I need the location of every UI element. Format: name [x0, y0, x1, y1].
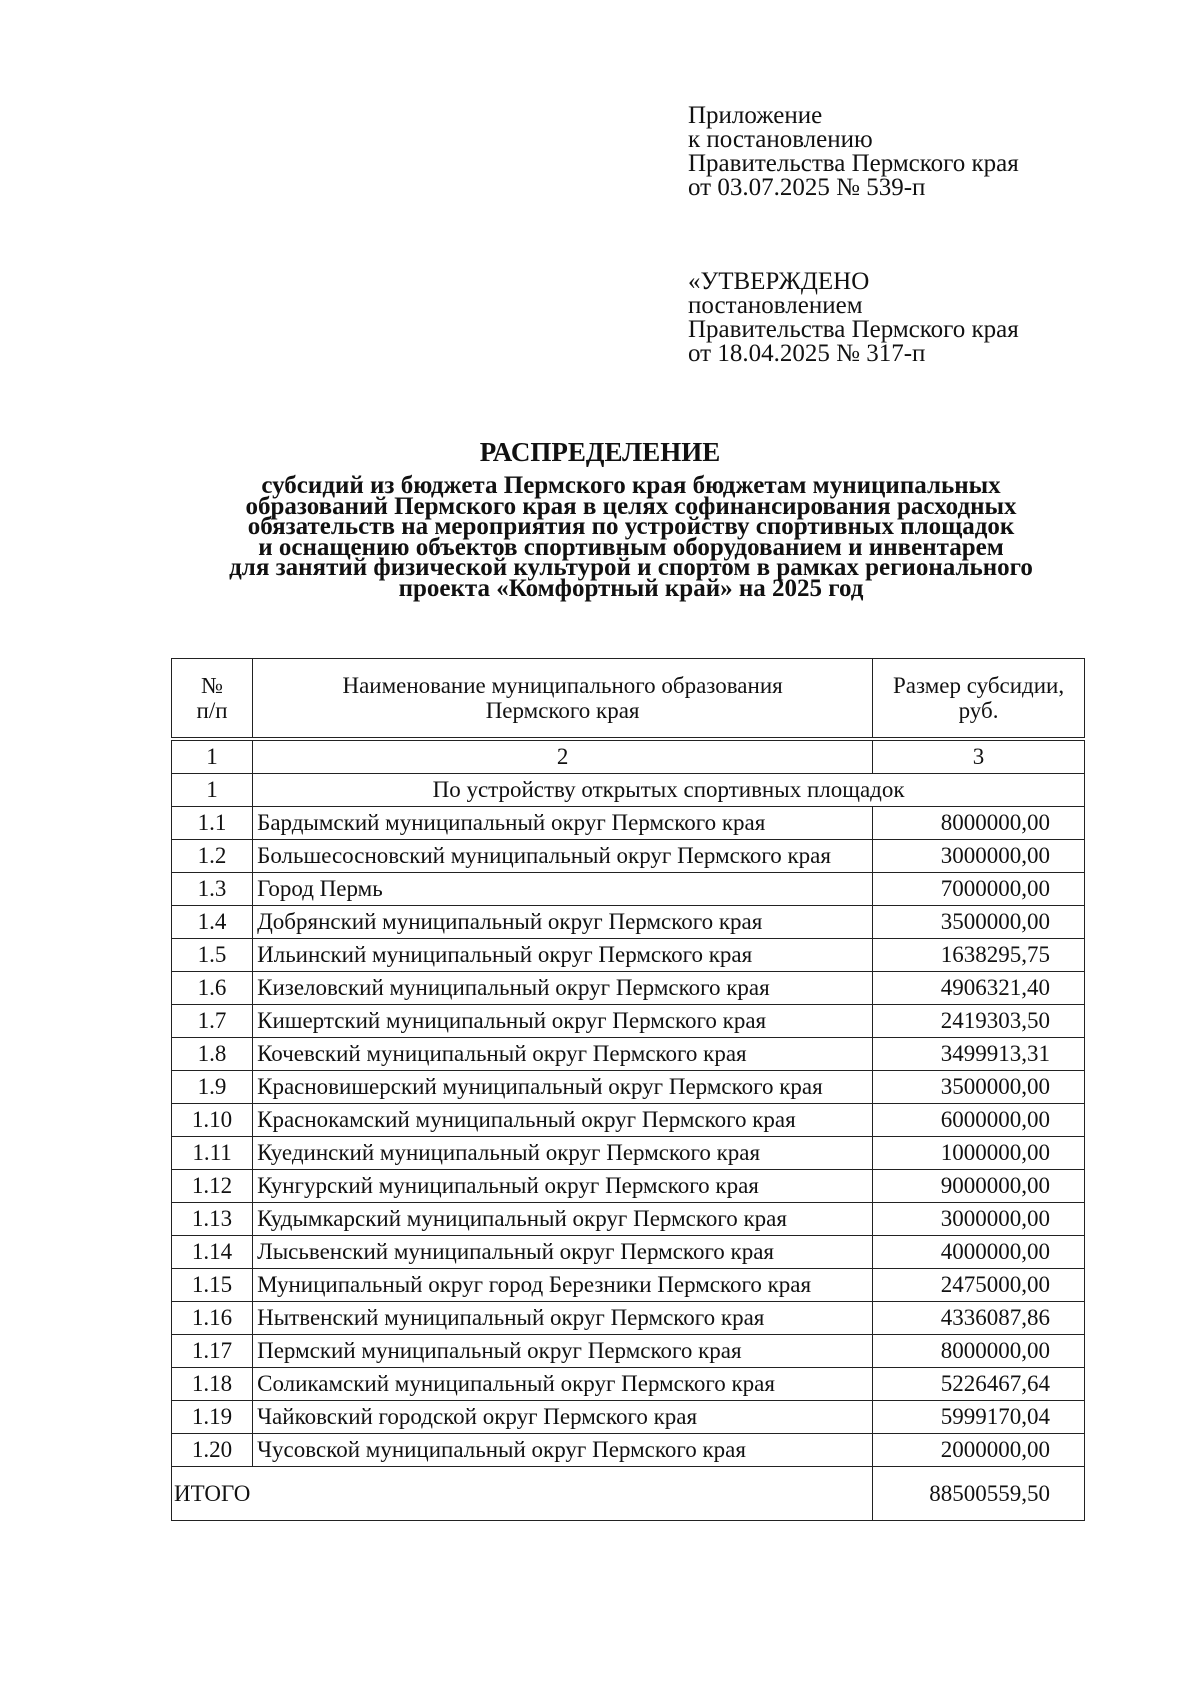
table-row	[172, 1104, 1085, 1137]
row-name-cell: Добрянский муниципальный округ Пермского края	[253, 906, 873, 939]
table-row	[172, 807, 1085, 840]
subtitle-line: образований Пермского края в целях софинансирования расходных	[245, 492, 1017, 520]
table-row	[172, 1434, 1085, 1467]
table-row	[172, 1335, 1085, 1368]
row-amount-cell: 6000000,00	[873, 1104, 1085, 1137]
header-cell-num	[172, 659, 253, 740]
row-name-cell: Кизеловский муниципальный округ Пермского края	[253, 972, 873, 1005]
subtitle-line: и оснащению объектов спортивным оборудованием и инвентарем	[258, 533, 1004, 561]
approval-stamp-header	[688, 270, 1168, 366]
header-cell-name	[253, 659, 873, 740]
row-num-cell: 1.7	[172, 1005, 253, 1038]
row-name-cell: Кудымкарский муниципальный округ Пермского края	[253, 1203, 873, 1236]
table-row	[172, 1170, 1085, 1203]
annex-line: Приложение	[688, 102, 823, 129]
row-name-cell: Город Пермь	[253, 873, 873, 906]
row-amount-cell: 7000000,00	[873, 873, 1085, 906]
row-num-cell: 1.4	[172, 906, 253, 939]
header-sum-line2: руб.	[958, 698, 999, 723]
annex-header	[688, 104, 1168, 200]
row-num-cell: 1.11	[172, 1137, 253, 1170]
document-title: РАСПРЕДЕЛЕНИЕ	[479, 437, 721, 467]
row-num-cell: 1.2	[172, 840, 253, 873]
row-num-cell: 1.9	[172, 1071, 253, 1104]
row-amount-cell: 4000000,00	[873, 1236, 1085, 1269]
row-amount-cell: 3499913,31	[873, 1038, 1085, 1071]
row-amount-cell: 2475000,00	[873, 1269, 1085, 1302]
column-number-row	[172, 739, 1085, 774]
section-title-cell: По устройству открытых спортивных площадок	[253, 774, 1085, 807]
header-name-line2: Пермского края	[485, 698, 640, 723]
row-amount-cell: 3000000,00	[873, 840, 1085, 873]
table-row	[172, 1368, 1085, 1401]
header-cell-sum	[873, 659, 1085, 740]
row-num-cell: 1.19	[172, 1401, 253, 1434]
row-name-cell: Лысьвенский муниципальный округ Пермского края	[253, 1236, 873, 1269]
annex-line: от 03.07.2025 № 539-п	[688, 174, 926, 201]
column-number-cell: 1	[172, 739, 253, 774]
row-num-cell: 1.13	[172, 1203, 253, 1236]
column-number-cell: 3	[873, 739, 1085, 774]
row-num-cell: 1.16	[172, 1302, 253, 1335]
row-name-cell: Куединский муниципальный округ Пермского края	[253, 1137, 873, 1170]
row-num-cell: 1.20	[172, 1434, 253, 1467]
subtitle-line: обязательств на мероприятия по устройству спортивных площадок	[247, 513, 1015, 540]
row-name-cell: Чусовской муниципальный округ Пермского края	[253, 1434, 873, 1467]
table-row	[172, 1203, 1085, 1236]
section-row	[172, 774, 1085, 807]
row-name-cell: Кунгурский муниципальный округ Пермского края	[253, 1170, 873, 1203]
subtitle-line: проекта «Комфортный край» на 2025 год	[398, 574, 864, 602]
row-num-cell: 1.15	[172, 1269, 253, 1302]
row-num-cell: 1.12	[172, 1170, 253, 1203]
table-row	[172, 1302, 1085, 1335]
row-amount-cell: 3500000,00	[873, 1071, 1085, 1104]
row-amount-cell: 8000000,00	[873, 807, 1085, 840]
row-num-cell: 1.14	[172, 1236, 253, 1269]
row-num-cell: 1.17	[172, 1335, 253, 1368]
table-row	[172, 1137, 1085, 1170]
subtitle-line: субсидий из бюджета Пермского края бюджетам муниципальных	[261, 472, 1001, 499]
annex-line: к постановлению	[688, 126, 873, 153]
table-row	[172, 1038, 1085, 1071]
header-num-line1: №	[201, 673, 224, 698]
row-name-cell: Ильинский муниципальный округ Пермского края	[253, 939, 873, 972]
row-amount-cell: 5226467,64	[873, 1368, 1085, 1401]
row-name-cell: Большесосновский муниципальный округ Пермского края	[253, 840, 873, 873]
row-name-cell: Красновишерский муниципальный округ Пермского края	[253, 1071, 873, 1104]
table-row	[172, 873, 1085, 906]
approved-line: «УТВЕРЖДЕНО	[688, 268, 870, 295]
row-amount-cell: 5999170,04	[873, 1401, 1085, 1434]
approved-line: от 18.04.2025 № 317-п	[688, 340, 926, 367]
row-num-cell: 1.5	[172, 939, 253, 972]
row-name-cell: Муниципальный округ город Березники Пермского края	[253, 1269, 873, 1302]
subtitle-line: для занятий физической культурой и спортом в рамках регионального	[229, 554, 1033, 581]
approved-line: постановлением	[688, 292, 863, 319]
approved-line: Правительства Пермского края	[688, 316, 1019, 343]
table-row	[172, 1236, 1085, 1269]
row-amount-cell: 4906321,40	[873, 972, 1085, 1005]
row-amount-cell: 9000000,00	[873, 1170, 1085, 1203]
row-num-cell: 1.10	[172, 1104, 253, 1137]
table-row	[172, 1401, 1085, 1434]
document-subtitle	[0, 472, 1200, 602]
table-row	[172, 840, 1085, 873]
total-label-cell: ИТОГО	[172, 1467, 873, 1521]
table-row	[172, 906, 1085, 939]
table-row	[172, 1269, 1085, 1302]
column-number-cell: 2	[253, 739, 873, 774]
row-amount-cell: 4336087,86	[873, 1302, 1085, 1335]
row-amount-cell: 8000000,00	[873, 1335, 1085, 1368]
row-num-cell: 1.6	[172, 972, 253, 1005]
row-name-cell: Соликамский муниципальный округ Пермского края	[253, 1368, 873, 1401]
row-name-cell: Нытвенский муниципальный округ Пермского края	[253, 1302, 873, 1335]
annex-line: Правительства Пермского края	[688, 150, 1019, 177]
row-amount-cell: 1638295,75	[873, 939, 1085, 972]
total-row	[172, 1467, 1085, 1521]
table-header-row	[172, 659, 1085, 740]
row-name-cell: Бардымский муниципальный округ Пермского края	[253, 807, 873, 840]
row-amount-cell: 2419303,50	[873, 1005, 1085, 1038]
table-row	[172, 939, 1085, 972]
header-sum-line1: Размер субсидии,	[892, 673, 1065, 698]
row-amount-cell: 2000000,00	[873, 1434, 1085, 1467]
row-name-cell: Краснокамский муниципальный округ Пермского края	[253, 1104, 873, 1137]
section-num-cell: 1	[172, 774, 253, 807]
row-num-cell: 1.8	[172, 1038, 253, 1071]
header-num-line2: п/п	[196, 698, 228, 723]
row-num-cell: 1.3	[172, 873, 253, 906]
subsidy-distribution-table	[171, 658, 1085, 1521]
row-amount-cell: 3500000,00	[873, 906, 1085, 939]
row-name-cell: Пермский муниципальный округ Пермского края	[253, 1335, 873, 1368]
header-name-line1: Наименование муниципального образования	[342, 673, 783, 698]
row-name-cell: Чайковский городской округ Пермского края	[253, 1401, 873, 1434]
row-amount-cell: 3000000,00	[873, 1203, 1085, 1236]
row-num-cell: 1.18	[172, 1368, 253, 1401]
row-name-cell: Кишертский муниципальный округ Пермского края	[253, 1005, 873, 1038]
table-row	[172, 1005, 1085, 1038]
table-row	[172, 972, 1085, 1005]
row-num-cell: 1.1	[172, 807, 253, 840]
row-amount-cell: 1000000,00	[873, 1137, 1085, 1170]
total-amount-cell: 88500559,50	[873, 1467, 1085, 1521]
table-row	[172, 1071, 1085, 1104]
row-name-cell: Кочевский муниципальный округ Пермского края	[253, 1038, 873, 1071]
